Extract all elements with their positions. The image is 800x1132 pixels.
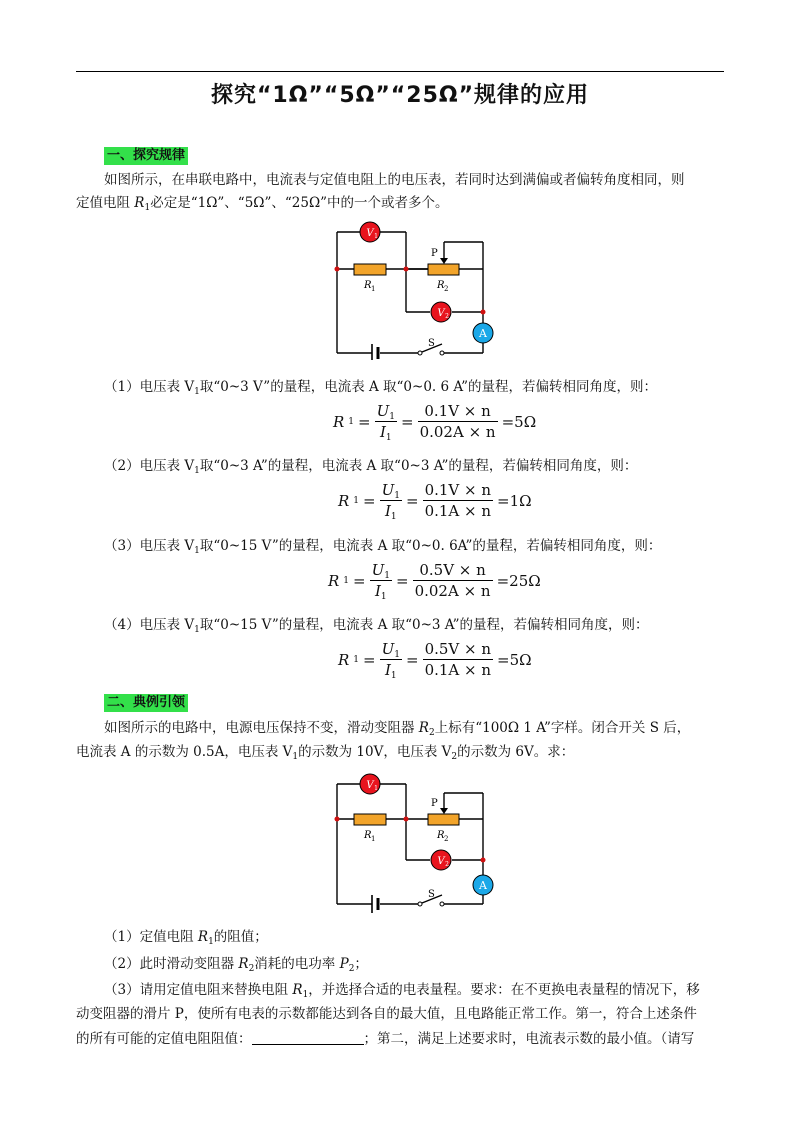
svg-text:R: R	[437, 280, 445, 291]
svg-text:1: 1	[374, 233, 378, 240]
page-title: 探究“1Ω”“5Ω”“25Ω”规律的应用	[210, 83, 590, 108]
question-2: （2）此时滑动变阻器 $R_2$消耗的电功率 $P_2$；	[104, 956, 368, 974]
circuit-diagram-2	[330, 771, 510, 916]
top-rule	[76, 71, 724, 72]
svg-text:V: V	[366, 780, 374, 791]
question-3-line-1: （3）请用定值电阻来替换电阻 $R_1$，并选择合适的电表量程。要求：在不更换电表量程的情况下，移	[104, 982, 700, 1000]
svg-text:R: R	[437, 830, 445, 841]
svg-text:R: R	[364, 830, 372, 841]
resistor-r1-2	[354, 814, 386, 825]
svg-text:V: V	[366, 228, 374, 239]
intro-line-1: 如图所示，在串联电路中，电流表与定值电阻上的电压表，若同时达到满偏或者偏转角度相同，则	[104, 172, 685, 188]
svg-text:P: P	[431, 798, 438, 809]
svg-text:P: P	[431, 248, 438, 259]
question-3-line-3: 的所有可能的定值电阻阻值： ；第二，满足上述要求时，电流表示数的最小值。（请写	[76, 1031, 695, 1047]
equation-3: R 1 = $\frac{U_1}{I_1}$ = $\frac{0.5V \times n}{0.02A \times n}$ =25Ω	[328, 561, 541, 602]
svg-text:2: 2	[445, 861, 449, 868]
case-3-text: （3）电压表 $V_1$取“0~15 V”的量程，电流表 A 取“0~0. 6A”的量程，若偏转相同角度，则：	[104, 538, 662, 556]
svg-text:1: 1	[374, 785, 378, 792]
svg-text:S: S	[428, 338, 435, 349]
resistor-r2-2	[428, 814, 459, 825]
equation-2: R 1 = $\frac{U_1}{I_1}$ = $\frac{0.1V \times n}{0.1A \times n}$ =1Ω	[338, 481, 532, 522]
question-1: （1）定值电阻 $R_1$的阻值；	[104, 929, 268, 947]
svg-text:A: A	[479, 327, 487, 340]
case-1-text: （1）电压表 $V_1$取“0~3 V”的量程，电流表 A 取“0~0. 6 A”的量程，若偏转相同角度，则：	[104, 379, 658, 397]
case-4-text: （4）电压表 $V_1$取“0~15 V”的量程，电流表 A 取“0~3 A”的量程，若偏转相同角度，则：	[104, 617, 649, 635]
question-3-line-2: 动变阻器的滑片 P，使所有电表的示数都能达到各自的最大值，且电路能正常工作。第一，符合上述条件	[76, 1006, 697, 1022]
example-line-1: 如图所示的电路中，电源电压保持不变，滑动变阻器 $R_2$上标有“100Ω 1 A”字样。闭合开关 S 后，	[104, 720, 691, 738]
resistor-r2	[428, 264, 459, 275]
equation-4: R 1 = $\frac{U_1}{I_1}$ = $\frac{0.5V \times n}{0.1A \times n}$ =5Ω	[338, 640, 532, 681]
section-heading-2: 二、典例引领	[104, 694, 188, 712]
resistor-r1	[354, 264, 386, 275]
svg-text:R: R	[364, 280, 372, 291]
case-2-text: （2）电压表 $V_1$取“0~3 A”的量程，电流表 A 取“0~3 A”的量程，若偏转相同角度，则：	[104, 458, 638, 476]
intro-line-2: 定值电阻 $R_1$必定是“1Ω”、“5Ω”、“25Ω”中的一个或者多个。	[76, 195, 449, 213]
svg-text:2: 2	[444, 285, 449, 293]
equation-1: R 1 = $\frac{U_1}{I_1}$ = $\frac{0.1V \times n}{0.02A \times n}$ =5Ω	[333, 402, 537, 443]
example-line-2: 电流表 A 的示数为 0.5A，电压表 $V_1$的示数为 10V，电压表 $V_2$的示数为 6V。求：	[76, 744, 575, 762]
section-heading-1: 一、探究规律	[104, 147, 188, 165]
svg-text:V: V	[437, 308, 445, 319]
circuit-diagram-1	[330, 220, 510, 360]
svg-text:1: 1	[371, 835, 376, 843]
svg-text:2: 2	[445, 313, 449, 320]
svg-text:V: V	[437, 856, 445, 867]
svg-text:S: S	[428, 889, 435, 900]
svg-text:2: 2	[444, 835, 449, 843]
svg-text:1: 1	[371, 285, 376, 293]
answer-blank[interactable]	[252, 1030, 364, 1045]
svg-text:A: A	[479, 879, 487, 892]
